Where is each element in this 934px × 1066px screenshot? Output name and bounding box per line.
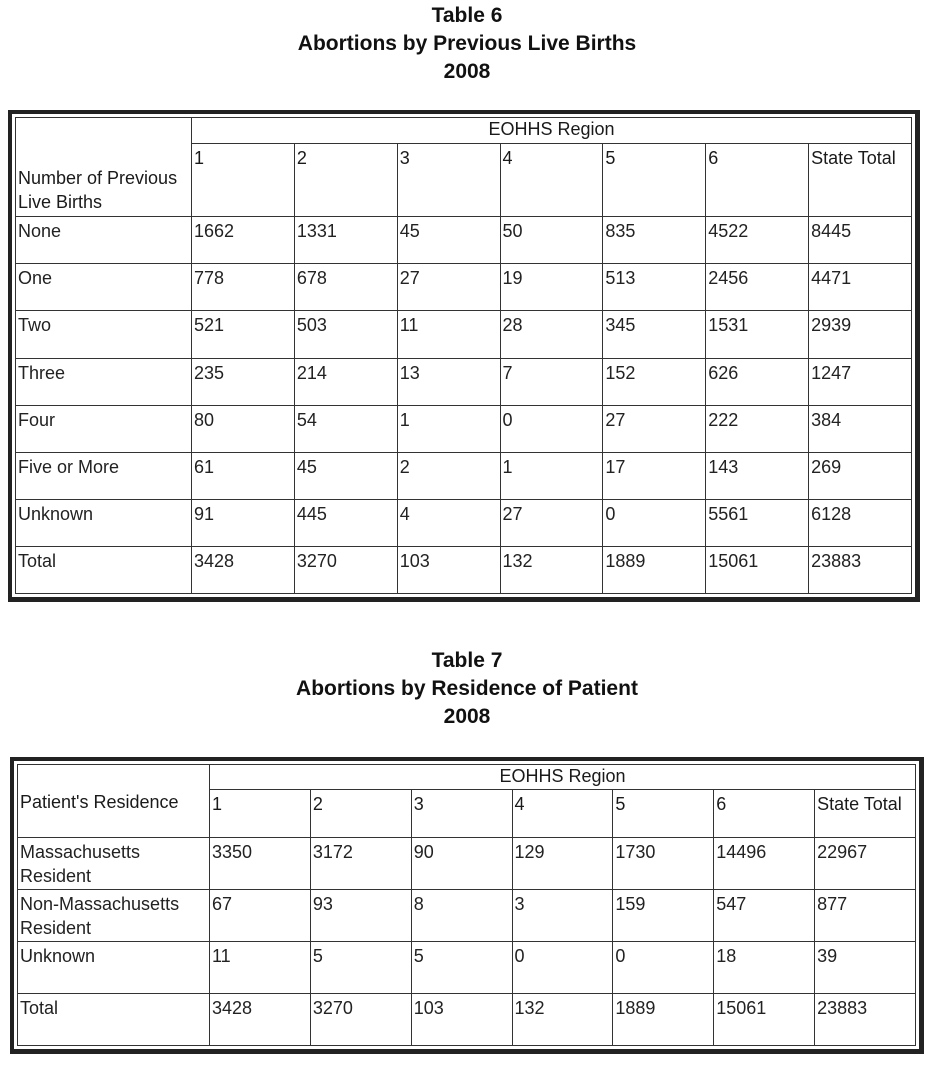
table-cell: 103 [411,994,512,1046]
table7-column-header: 4 [512,790,613,838]
row-label: Two [16,311,192,358]
table7-column-header: 6 [714,790,815,838]
table7-frame [10,757,924,1054]
table-cell: 0 [500,405,603,452]
table-cell: 2 [397,452,500,499]
table-cell: 2456 [706,264,809,311]
table-cell: 11 [397,311,500,358]
table7-column-header: 3 [411,790,512,838]
table-cell: 67 [210,890,311,942]
table-cell: 678 [294,264,397,311]
row-label: Non-Massachusetts Resident [18,890,210,942]
table-cell: 18 [714,942,815,994]
row-label: Massachusetts Resident [18,838,210,890]
table-cell: 129 [512,838,613,890]
table7-column-header: State Total [815,790,916,838]
row-label: Total [16,546,192,593]
table-cell: 4471 [809,264,912,311]
table7-body [18,838,916,1046]
table-cell: 8445 [809,217,912,264]
table6-column-header: 1 [192,143,295,217]
table-cell: 1730 [613,838,714,890]
table-cell: 513 [603,264,706,311]
table-cell: 384 [809,405,912,452]
table-cell: 626 [706,358,809,405]
table7-column-header: 5 [613,790,714,838]
table-cell: 503 [294,311,397,358]
table-cell: 39 [815,942,916,994]
table-cell: 0 [512,942,613,994]
table6-frame [8,110,920,602]
table-cell: 91 [192,499,295,546]
table-cell: 3172 [310,838,411,890]
table-cell: 3350 [210,838,311,890]
row-label: One [16,264,192,311]
table-row [16,358,912,405]
table-cell: 547 [714,890,815,942]
row-label: Unknown [16,499,192,546]
table-cell: 1 [500,452,603,499]
table-row [16,217,912,264]
table-cell: 1889 [613,994,714,1046]
table-cell: 54 [294,405,397,452]
table-cell: 3 [512,890,613,942]
table7-title [0,647,934,731]
table-cell: 1247 [809,358,912,405]
table-cell: 778 [192,264,295,311]
table-cell: 17 [603,452,706,499]
table-cell: 50 [500,217,603,264]
table-cell: 27 [603,405,706,452]
table-cell: 2939 [809,311,912,358]
table7-title-line3: 2008 [443,705,491,728]
row-label: Total [18,994,210,1046]
table-cell: 45 [397,217,500,264]
table-cell: 132 [512,994,613,1046]
table-cell: 15061 [706,546,809,593]
table-cell: 1531 [706,311,809,358]
table-cell: 877 [815,890,916,942]
row-label: Three [16,358,192,405]
table7-region-header: EOHHS Region [210,765,916,790]
table-cell: 11 [210,942,311,994]
row-label: Unknown [18,942,210,994]
table-row [16,546,912,593]
table-cell: 6128 [809,499,912,546]
table-cell: 0 [603,499,706,546]
table-cell: 1331 [294,217,397,264]
table-cell: 445 [294,499,397,546]
table7-column-header: 1 [210,790,311,838]
table-cell: 159 [613,890,714,942]
table-cell: 61 [192,452,295,499]
table6-body [16,217,912,594]
table6-column-header: 2 [294,143,397,217]
table-cell: 80 [192,405,295,452]
table-cell: 27 [397,264,500,311]
table-cell: 214 [294,358,397,405]
table6-column-header: State Total [809,143,912,217]
table6-column-header: 4 [500,143,603,217]
table-cell: 8 [411,890,512,942]
table-cell: 23883 [809,546,912,593]
table-row [18,838,916,890]
table-cell: 1 [397,405,500,452]
table-cell: 521 [192,311,295,358]
table6-title-line1: Table 6 [431,4,503,27]
table-cell: 269 [809,452,912,499]
row-label: None [16,217,192,264]
table-row [18,942,916,994]
table-cell: 19 [500,264,603,311]
table6 [15,117,912,594]
table6-title-line2: Abortions by Previous Live Births [297,32,637,55]
table6-column-header: 6 [706,143,809,217]
table-cell: 4 [397,499,500,546]
table-cell: 14496 [714,838,815,890]
table-row [18,890,916,942]
table-cell: 143 [706,452,809,499]
table-cell: 7 [500,358,603,405]
table6-title-line3: 2008 [443,60,491,83]
table-cell: 222 [706,405,809,452]
table-row [16,499,912,546]
table6-column-header: 3 [397,143,500,217]
table-cell: 1662 [192,217,295,264]
table-cell: 5561 [706,499,809,546]
table-row [16,452,912,499]
table-cell: 345 [603,311,706,358]
table-cell: 5 [310,942,411,994]
table-cell: 27 [500,499,603,546]
table-cell: 5 [411,942,512,994]
table-cell: 3428 [192,546,295,593]
table-row [18,994,916,1046]
table-cell: 132 [500,546,603,593]
table-cell: 0 [613,942,714,994]
row-label: Four [16,405,192,452]
table-cell: 3270 [294,546,397,593]
table-cell: 835 [603,217,706,264]
table-cell: 103 [397,546,500,593]
table-cell: 1889 [603,546,706,593]
table7-corner-label: Patient's Residence [18,765,210,838]
table-cell: 90 [411,838,512,890]
table-cell: 23883 [815,994,916,1046]
table-cell: 152 [603,358,706,405]
table-row [16,311,912,358]
table-cell: 15061 [714,994,815,1046]
table-cell: 13 [397,358,500,405]
table7-title-line2: Abortions by Residence of Patient [296,677,638,700]
table-cell: 28 [500,311,603,358]
table-row [16,405,912,452]
table-row [16,264,912,311]
table6-column-header: 5 [603,143,706,217]
table-cell: 93 [310,890,411,942]
table-cell: 45 [294,452,397,499]
table6-corner-label: Number of Previous Live Births [16,118,192,217]
table-cell: 22967 [815,838,916,890]
table-cell: 3270 [310,994,411,1046]
table-cell: 4522 [706,217,809,264]
table7-title-line1: Table 7 [431,649,503,672]
table7-column-header: 2 [310,790,411,838]
row-label: Five or More [16,452,192,499]
table6-title [0,2,934,86]
table-cell: 3428 [210,994,311,1046]
table-cell: 235 [192,358,295,405]
table7 [17,764,916,1046]
table6-region-header: EOHHS Region [192,118,912,144]
